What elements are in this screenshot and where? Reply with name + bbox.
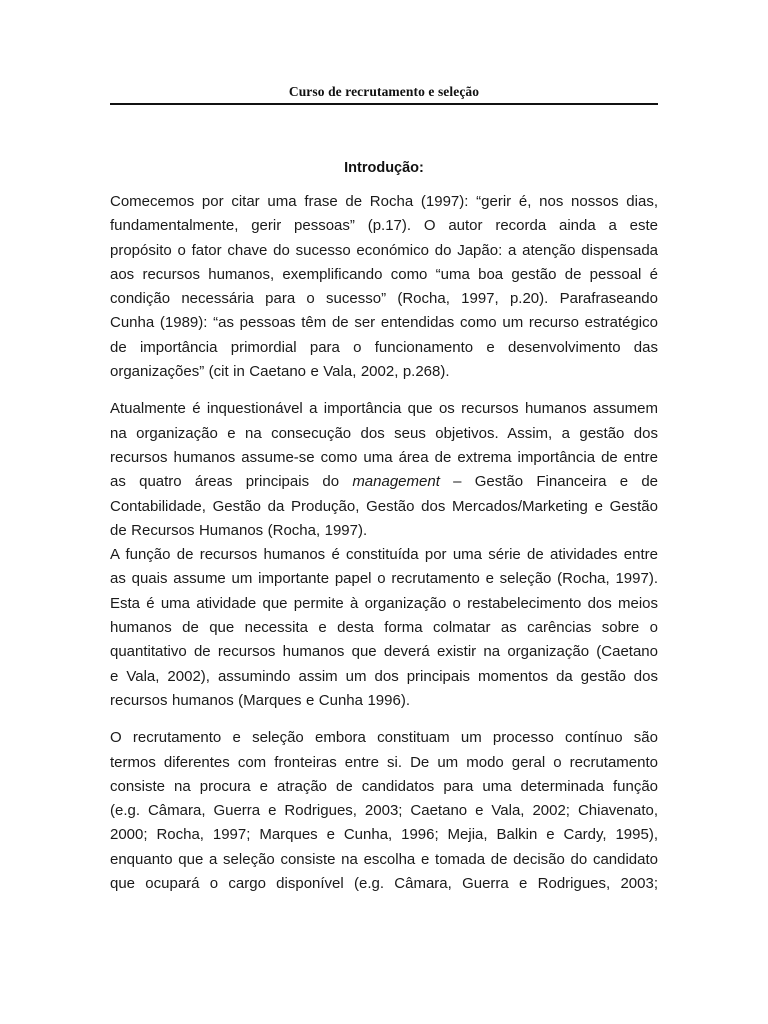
section-title: Introdução: [344, 160, 424, 176]
paragraph-line-with-emphasis [110, 470, 658, 494]
line-text: – Gestão Financeira e de [439, 473, 659, 491]
paragraph-line: de Recursos Humanos (Rocha, 1997). [110, 521, 368, 539]
paragraph-4 [110, 726, 658, 896]
paragraph-line: quantitativo de recursos humanos que deverá existir na organização (Caetano [110, 643, 658, 661]
body-text [110, 190, 658, 896]
paragraph-line: fundamentalmente, gerir pessoas” (p.17). O autor recorda ainda a este [110, 217, 658, 235]
paragraph-line: recursos humanos assume-se como uma área de extrema importância de entre [110, 448, 658, 466]
paragraph-line: que ocupará o cargo disponível (e.g. Câmara, Guerra e Rodrigues, 2003; [110, 875, 658, 893]
paragraph-line: propósito o fator chave do sucesso económico do Japão: a atenção dispensada [110, 241, 658, 259]
paragraph-line: A função de recursos humanos é constituída por uma série de atividades entre [110, 546, 658, 564]
paragraph-line: Cunha (1989): “as pessoas têm de ser entendidas como um recurso estratégico [110, 314, 658, 332]
paragraph-line: (e.g. Câmara, Guerra e Rodrigues, 2003; Caetano e Vala, 2002; Chiavenato, [110, 802, 658, 820]
emphasized-term: management [352, 473, 440, 491]
paragraph-line: Atualmente é inquestionável a importância que os recursos humanos assumem [110, 400, 658, 418]
page-header: Curso de recrutamento e seleção [288, 84, 480, 99]
line-text: as quatro áreas principais do [110, 473, 353, 491]
paragraph-line: aos recursos humanos, exemplificando como “uma boa gestão de pessoal é [110, 265, 658, 283]
paragraph-line: O recrutamento e seleção embora constituam um processo contínuo são [110, 729, 658, 747]
paragraph-line: humanos de que necessita e desta forma colmatar as carências sobre o [110, 619, 658, 637]
paragraph-line: e Vala, 2002), assumindo assim um dos principais momentos da gestão dos [110, 667, 658, 685]
paragraph-line: Comecemos por citar uma frase de Rocha (1997): “gerir é, nos nossos dias, [110, 193, 658, 210]
paragraph-1 [110, 190, 658, 384]
paragraph-line: as quais assume um importante papel o recrutamento e seleção (Rocha, 1997). [110, 570, 658, 588]
paragraph-line: termos diferentes com fronteiras entre si. De um modo geral o recrutamento [110, 753, 658, 771]
paragraph-line: de importância primordial para o funcionamento e desenvolvimento das [110, 338, 658, 356]
paragraph-line: Contabilidade, Gestão da Produção, Gestão dos Mercados/Marketing e Gestão [110, 497, 658, 515]
paragraph-line: enquanto que a seleção consiste na escolha e tomada de decisão do candidato [110, 850, 658, 868]
paragraph-line: Esta é uma atividade que permite à organização o restabelecimento dos meios [110, 594, 658, 612]
paragraph-2 [110, 397, 658, 543]
paragraph-line: consiste na procura e atração de candidatos para uma determinada função [110, 777, 658, 795]
header-rule [110, 103, 658, 105]
paragraph-line: organizações” (cit in Caetano e Vala, 2002, p.268). [110, 363, 450, 381]
paragraph-3 [110, 543, 658, 713]
paragraph-line: recursos humanos (Marques e Cunha 1996). [110, 691, 410, 709]
paragraph-line: 2000; Rocha, 1997; Marques e Cunha, 1996; Mejia, Balkin e Cardy, 1995), [110, 826, 658, 844]
paragraph-line: na organização e na consecução dos seus objetivos. Assim, a gestão dos [110, 424, 658, 442]
paragraph-line: condição necessária para o sucesso” (Rocha, 1997, p.20). Parafraseando [110, 290, 658, 308]
